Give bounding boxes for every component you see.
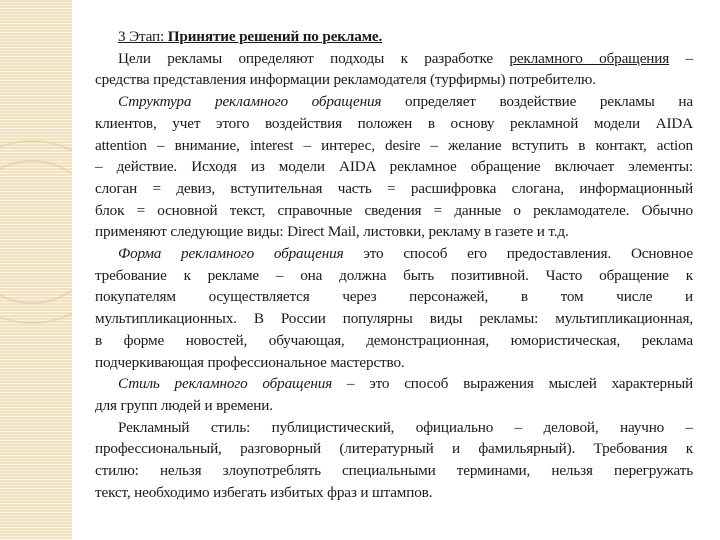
text-line: [95, 286, 693, 308]
text-span: средства представления информации рекламодателя (турфирмы) потребителю.: [95, 71, 596, 89]
text-span: – это способ выражения мыслей характерный: [332, 375, 693, 393]
decorative-arc-group: [0, 0, 72, 540]
text-span: Рекламный стиль: публицистический, официально – деловой, научно –: [118, 418, 693, 436]
text-line: [95, 417, 693, 439]
text-line: [95, 156, 693, 178]
text-line: [95, 200, 693, 222]
text-span: attention – внимание, interest – интерес, desire – желание вступить в контакт, action: [95, 136, 693, 154]
italic-term: Форма рекламного обращения: [118, 245, 344, 263]
text-span: Цели рекламы определяют подходы к разработке: [118, 49, 510, 67]
text-span: мультипликационных. В России популярны виды рекламы: мультипликационная,: [95, 310, 693, 328]
text-line: [95, 48, 693, 70]
text-line: [95, 69, 693, 91]
text-line: [95, 265, 693, 287]
decorative-side-strip: [0, 0, 72, 540]
document-body: [95, 26, 693, 503]
text-span: требование к рекламе – она должна быть позитивной. Часто обращение к: [95, 266, 693, 284]
underlined-text: 3 Этап:: [118, 28, 168, 45]
text-span: клиентов, учет этого воздействия положен в основу рекламной модели AIDA: [95, 114, 693, 132]
text-span: – действие. Исходя из модели AIDA рекламное обращение включает элементы:: [95, 158, 693, 176]
text-line: [95, 373, 693, 395]
text-span: для групп людей и времени.: [95, 396, 273, 414]
text-line: [95, 91, 693, 113]
text-line: [95, 243, 693, 265]
text-line: [95, 460, 693, 482]
text-span: определяет воздействие рекламы на: [381, 93, 693, 111]
text-line: [95, 113, 693, 135]
text-span: профессиональный, разговорный (литературный и фамильярный). Требования к: [95, 440, 693, 458]
text-line: [95, 178, 693, 200]
text-span: применяют следующие виды: Direct Mail, листовки, рекламу в газете и т.д.: [95, 223, 569, 241]
text-span: –: [669, 49, 693, 67]
text-line: [95, 221, 693, 243]
text-line: [95, 308, 693, 330]
text-span: это способ его предоставления. Основное: [343, 245, 693, 263]
text-span: подчеркивающая профессиональное мастерство.: [95, 353, 405, 371]
text-line: [95, 352, 693, 374]
decorative-arc: [0, 160, 72, 304]
text-line: [95, 135, 693, 157]
text-span: текст, необходимо избегать избитых фраз и штампов.: [95, 483, 433, 501]
underlined-text: Принятие решений по рекламе.: [167, 28, 383, 45]
text-span: в форме новостей, обучающая, демонстрационная, юмористическая, реклама: [95, 331, 693, 349]
text-line: [95, 438, 693, 460]
text-line: [95, 395, 693, 417]
text-line: [95, 482, 693, 504]
text-line: [95, 330, 693, 352]
text-span: слоган = девиз, вступительная часть = расшифровка слогана, информационный: [95, 179, 693, 197]
underlined-text: рекламного обращения: [509, 49, 670, 67]
italic-term: Структура рекламного обращения: [118, 93, 382, 111]
text-span: стилю: нельзя злоупотреблять специальными терминами, нельзя перегружать: [95, 462, 693, 480]
section-title: [95, 26, 693, 48]
italic-term: Стиль рекламного обращения: [118, 375, 333, 393]
text-span: блок = основной текст, справочные сведения = данные о рекламодателе. Обычно: [95, 201, 693, 219]
text-span: покупателям осуществляется через персонажей, в том числе и: [95, 288, 693, 306]
